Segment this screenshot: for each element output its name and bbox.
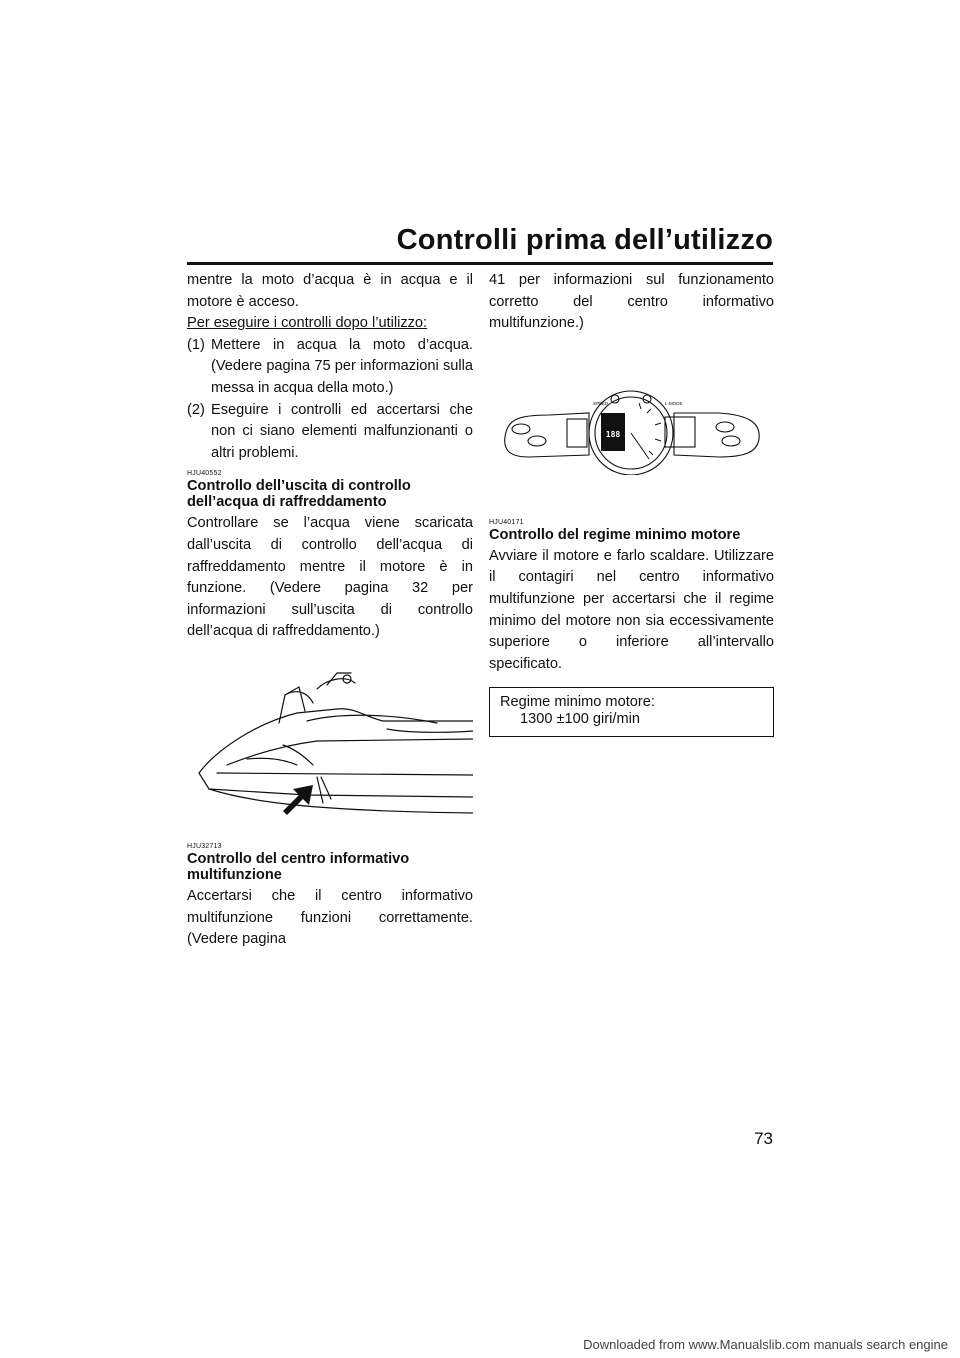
list-item [187, 400, 473, 465]
section-body-multifunction: Accertarsi che il centro informativo multifunzione funzioni correttamente. (Vedere pagina [187, 887, 473, 948]
display-digits: 188 [605, 429, 621, 439]
section-heading-multifunction: Controllo del centro informativo multifunzione [187, 850, 410, 883]
intro-text: mentre la moto d’acqua è in acqua e il motore è acceso. [187, 272, 473, 310]
continuation-text: 41 per informazioni sul funzionamento corretto del centro informativo multifunzione.) [489, 272, 774, 332]
left-column [187, 270, 473, 951]
list-number: (2) [187, 401, 205, 418]
right-column [489, 270, 774, 737]
section-code: HJU40552 [187, 470, 222, 478]
section-body-cooling: Controllare se l’acqua viene scaricata dall’uscita di controllo dell’acqua di raffreddamento mentre il motore è in funzione. (Vedere pagina 32 per informazioni sull’uscita di controllo dell’acqua di raffreddamento.) [187, 515, 473, 640]
list-text: Eseguire i controlli ed accertarsi che non ci siano elementi malfunzionanti o altri problemi. [211, 401, 473, 461]
list-text: Mettere in acqua la moto d’acqua. (Vedere pagina 75 per informazioni sulla messa in acqua della moto.) [211, 336, 473, 396]
after-use-heading: Per eseguire i controlli dopo l’utilizzo: [187, 315, 428, 332]
list-item [187, 335, 473, 400]
page-title: Controlli prima dell’utilizzo [396, 224, 773, 256]
section-heading-idle: Controllo del regime minimo motore [489, 526, 741, 543]
spec-value: 1300 ±100 giri/min [520, 711, 640, 728]
section-code: HJU32713 [187, 842, 222, 850]
page-number: 73 [754, 1129, 773, 1148]
watercraft-illustration [187, 661, 473, 829]
arrow-icon [283, 785, 313, 815]
spec-label: Regime minimo motore: [500, 694, 655, 711]
section-code: HJU40171 [489, 518, 524, 526]
footer-watermark: Downloaded from www.Manualslib.com manuals search engine [583, 1337, 948, 1352]
speed-label: SPEED [593, 400, 609, 406]
section-heading-cooling: Controllo dell’uscita di controllo dell’acqua di raffreddamento [187, 478, 411, 511]
spec-box [489, 687, 774, 737]
list-number: (1) [187, 336, 205, 353]
multifunction-display-illustration [489, 375, 774, 475]
header-rule [187, 262, 773, 265]
section-body-idle: Avviare il motore e farlo scaldare. Utilizzare il contagiri nel centro informativo multifunzione per accertarsi che il regime minimo del motore non sia eccessivamente superiore o inferiore all’intervallo specificato. [489, 547, 774, 672]
lmode-label: L-MODE [665, 400, 683, 406]
